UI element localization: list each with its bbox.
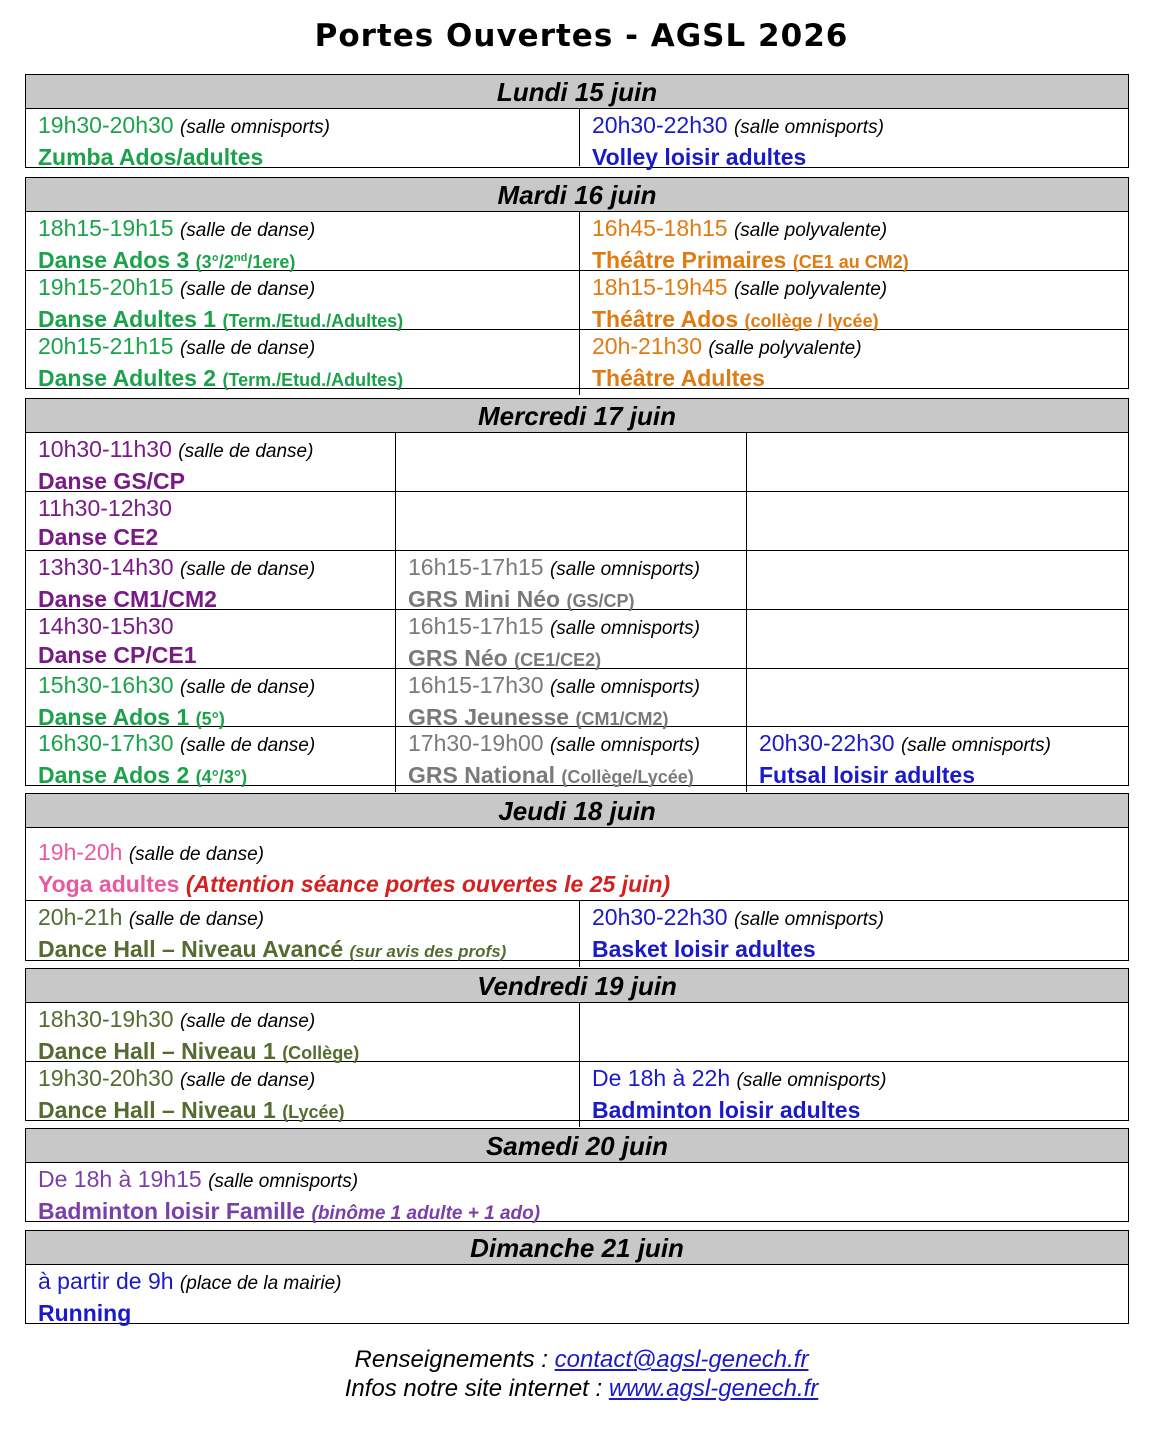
day-header: Jeudi 18 juin: [26, 794, 1128, 828]
day-block-samedi: [25, 1128, 1129, 1222]
time-slot: 16h15-17h15 (salle omnisports): [408, 554, 700, 580]
day-block-mercredi: [25, 398, 1129, 786]
schedule-row: [26, 270, 1128, 332]
activity-cell: [395, 551, 746, 612]
activity-name: Théâtre Ados (collège / lycée): [592, 306, 879, 332]
schedule-row: [26, 1003, 1128, 1064]
day-block-vendredi: [25, 968, 1129, 1121]
schedule-row: [26, 433, 1128, 494]
empty-cell: [579, 1003, 1128, 1061]
time-slot: 20h15-21h15 (salle de danse): [38, 333, 316, 359]
activity-cell: [579, 330, 1128, 395]
empty-cell: [746, 433, 1128, 491]
empty-cell: [746, 610, 1128, 668]
day-block-jeudi: [25, 793, 1129, 961]
activity-name: Danse CM1/CM2: [38, 586, 217, 612]
activity-name: Danse GS/CP: [38, 468, 185, 494]
activity-name: Futsal loisir adultes: [759, 762, 975, 788]
activity-cell: [579, 1062, 1128, 1127]
schedule-row: [26, 329, 1128, 395]
time-slot: 20h-21h30 (salle polyvalente): [592, 333, 862, 359]
schedule-row: [26, 668, 1128, 730]
activity-name: Danse CP/CE1: [38, 642, 197, 668]
schedule-row: [26, 212, 1128, 273]
day-header: Vendredi 19 juin: [26, 969, 1128, 1003]
activity-cell: [26, 271, 579, 332]
activity-name: Danse Ados 2 (4°/3°): [38, 762, 248, 788]
schedule-row: [26, 109, 1128, 170]
schedule-row: [26, 1265, 1128, 1328]
website-line: [0, 1375, 1163, 1403]
activity-name: GRS Néo (CE1/CE2): [408, 645, 602, 671]
activity-cell: [579, 109, 1128, 170]
activity-name: Dance Hall – Niveau 1 (Collège): [38, 1038, 360, 1064]
activity-cell: [26, 901, 579, 967]
time-slot: 20h-21h (salle de danse): [38, 904, 265, 930]
activity-name: Badminton loisir adultes: [592, 1097, 861, 1123]
empty-cell: [395, 433, 746, 491]
contact-label: Renseignements :: [354, 1346, 555, 1373]
time-slot: 19h30-20h30 (salle de danse): [38, 1065, 316, 1091]
activity-cell: [26, 1265, 1128, 1328]
schedule-row: [26, 900, 1128, 967]
activity-cell: [579, 271, 1128, 332]
time-slot: 20h30-22h30 (salle omnisports): [592, 904, 884, 930]
page-title: Portes Ouvertes - AGSL 2026: [314, 18, 849, 54]
activity-cell: [579, 212, 1128, 273]
activity-name: GRS Mini Néo (GS/CP): [408, 586, 635, 612]
time-slot: 18h15-19h15 (salle de danse): [38, 215, 316, 241]
empty-cell: [746, 669, 1128, 726]
day-header: Lundi 15 juin: [26, 75, 1128, 109]
empty-cell: [746, 551, 1128, 609]
activity-name: GRS National (Collège/Lycée): [408, 762, 694, 788]
time-slot: 20h30-22h30 (salle omnisports): [759, 730, 1051, 756]
time-slot: 16h45-18h15 (salle polyvalente): [592, 215, 888, 241]
activity-cell: [26, 669, 395, 730]
activity-name: Danse CE2: [38, 524, 159, 550]
schedule-row: [26, 550, 1128, 612]
time-slot: De 18h à 22h (salle omnisports): [592, 1065, 887, 1091]
website-link[interactable]: www.agsl-genech.fr: [608, 1375, 819, 1402]
day-block-lundi: [25, 74, 1129, 168]
activity-name: Danse Ados 3 (3°/2nd/1ere): [38, 247, 296, 273]
activity-cell: [26, 330, 579, 395]
warning-note: (Attention séance portes ouvertes le 25 juin): [185, 871, 671, 897]
activity-name: Dance Hall – Niveau 1 (Lycée): [38, 1097, 345, 1123]
day-header: Dimanche 21 juin: [26, 1231, 1128, 1265]
activity-name: Badminton loisir Famille (binôme 1 adulte + 1 ado): [38, 1198, 541, 1224]
activity-name: Théâtre Primaires (CE1 au CM2): [592, 247, 909, 273]
time-slot: à partir de 9h (place de la mairie): [38, 1268, 342, 1294]
time-slot: 14h30-15h30: [38, 613, 174, 639]
activity-cell: [26, 1163, 1128, 1229]
activity-name: Zumba Ados/adultes: [38, 144, 264, 170]
time-slot: 17h30-19h00 (salle omnisports): [408, 730, 700, 756]
schedule-row: [26, 609, 1128, 671]
day-header: Samedi 20 juin: [26, 1129, 1128, 1163]
time-slot: 19h30-20h30 (salle omnisports): [38, 112, 330, 138]
activity-name: Volley loisir adultes: [592, 144, 807, 170]
time-slot: 15h30-16h30 (salle de danse): [38, 672, 316, 698]
schedule-row: [26, 1163, 1128, 1229]
time-slot: 20h30-22h30 (salle omnisports): [592, 112, 884, 138]
day-header: Mercredi 17 juin: [26, 399, 1128, 433]
time-slot: 16h30-17h30 (salle de danse): [38, 730, 316, 756]
activity-cell: [395, 610, 746, 671]
activity-name: GRS Jeunesse (CM1/CM2): [408, 704, 669, 730]
activity-cell: [26, 1003, 579, 1064]
activity-cell: [26, 492, 395, 550]
time-slot: 11h30-12h30: [38, 495, 172, 521]
day-block-mardi: [25, 177, 1129, 389]
time-slot: 16h15-17h30 (salle omnisports): [408, 672, 700, 698]
time-slot: De 18h à 19h15 (salle omnisports): [38, 1166, 359, 1192]
email-link[interactable]: contact@agsl-genech.fr: [554, 1346, 809, 1373]
contact-line: [0, 1346, 1163, 1374]
activity-name: Danse Adultes 2 (Term./Etud./Adultes): [38, 365, 404, 391]
time-slot: 10h30-11h30 (salle de danse): [38, 436, 314, 462]
activity-cell: [395, 727, 746, 792]
activity-name: Yoga adultes (Attention séance portes ouvertes le 25 juin): [38, 871, 671, 897]
activity-name: Danse Ados 1 (5°): [38, 704, 225, 730]
activity-cell: [26, 610, 395, 668]
schedule-row: [26, 726, 1128, 792]
activity-cell: [26, 727, 395, 792]
time-slot: 13h30-14h30 (salle de danse): [38, 554, 316, 580]
empty-cell: [746, 492, 1128, 550]
time-slot: 19h-20h (salle de danse): [38, 839, 265, 865]
time-slot: 18h30-19h30 (salle de danse): [38, 1006, 316, 1032]
time-slot: 19h15-20h15 (salle de danse): [38, 274, 316, 300]
activity-cell: [26, 212, 579, 273]
activity-name: Dance Hall – Niveau Avancé (sur avis des profs): [38, 936, 507, 962]
day-header: Mardi 16 juin: [26, 178, 1128, 212]
activity-name: Théâtre Adultes: [592, 365, 765, 391]
activity-name: Running: [38, 1300, 132, 1326]
activity-cell: [26, 433, 395, 494]
activity-cell: [395, 669, 746, 730]
activity-cell: [746, 727, 1128, 792]
empty-cell: [395, 492, 746, 550]
activity-cell: [26, 109, 579, 170]
schedule-row: [26, 491, 1128, 550]
activity-name: Danse Adultes 1 (Term./Etud./Adultes): [38, 306, 404, 332]
activity-cell: [26, 1062, 579, 1127]
website-label: Infos notre site internet :: [344, 1375, 609, 1402]
time-slot: 16h15-17h15 (salle omnisports): [408, 613, 700, 639]
day-block-dimanche: [25, 1230, 1129, 1324]
schedule-row: [26, 1061, 1128, 1127]
schedule-row: [26, 828, 1128, 900]
activity-name: Basket loisir adultes: [592, 936, 816, 962]
activity-cell: [26, 828, 1128, 900]
activity-cell: [26, 551, 395, 612]
time-slot: 18h15-19h45 (salle polyvalente): [592, 274, 888, 300]
activity-cell: [579, 901, 1128, 967]
